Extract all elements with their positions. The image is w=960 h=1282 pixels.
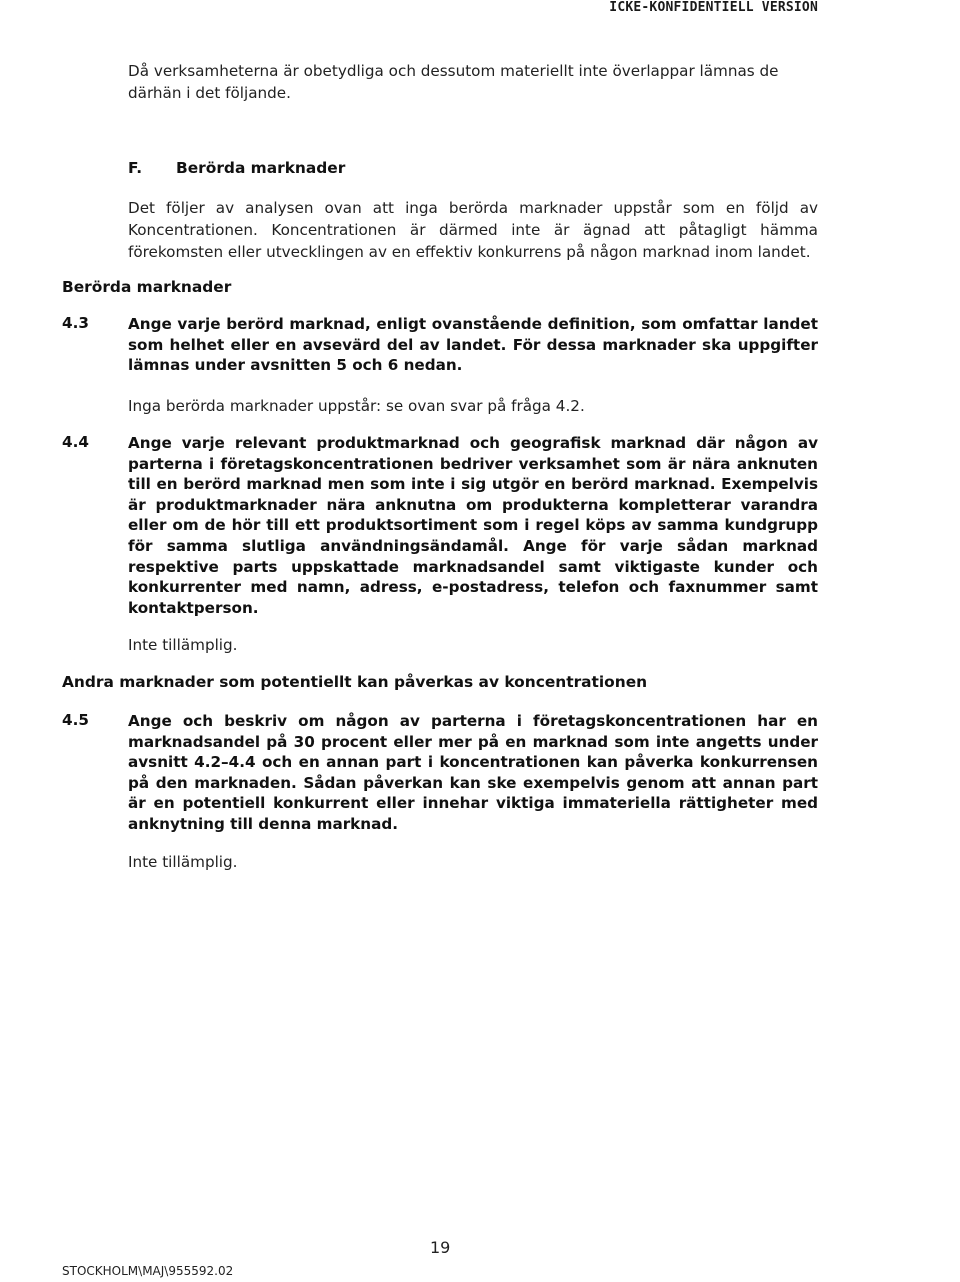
intro-paragraph: Då verksamheterna är obetydliga och dessutom materiellt inte överlappar lämnas de därhän i det följande.: [128, 62, 779, 102]
question-4-4-number: 4.4: [62, 433, 89, 451]
confidentiality-label: ICKE-KONFIDENTIELL VERSION: [609, 0, 818, 15]
heading-berorda-marknader: Berörda marknader: [62, 278, 232, 296]
question-4-5-text: Ange och beskriv om någon av parterna i företagskoncentrationen har en marknadsandel på 30 procent eller mer på en marknad som inte angetts under avsnitt 4.2–4.4 och en annan part i koncentrationen kan påverka konkurrensen på den marknaden. Sådan påverkan kan ske exempelvis genom att annan part är en potentiell konkurrent eller innehar viktiga immateriella rättigheter med anknytning till denna marknad.: [128, 712, 818, 833]
question-4-3-text: Ange varje berörd marknad, enligt ovanstående definition, som omfattar landet som helhet eller en avsevärd del av landet. För dessa marknader ska uppgifter lämnas under avsnitten 5 och 6 nedan.: [128, 315, 818, 375]
heading-andra-marknader: Andra marknader som potentiellt kan påverkas av koncentrationen: [62, 673, 648, 691]
document-reference: STOCKHOLM\MAJ\955592.02: [62, 1264, 234, 1278]
section-f-title: Berörda marknader: [176, 159, 346, 177]
answer-4-4: Inte tillämplig.: [128, 636, 238, 654]
section-f-paragraph: Det följer av analysen ovan att inga berörda marknader uppstår som en följd av Koncentrationen. Koncentrationen är därmed inte är ägnad att påtagligt hämma förekomsten eller utvecklingen av en effektiv konkurrens på någon marknad inom landet.: [128, 199, 818, 261]
question-4-4-text: Ange varje relevant produktmarknad och geografisk marknad där någon av parterna i företagskoncentrationen bedriver verksamhet som är nära anknuten till en berörd marknad men som inte i sig utgör en berörd marknad. Exempelvis är produktmarknader nära anknutna om produkterna kompletterar varandra eller om de hör till ett produktsortiment som i regel köps av samma kundgrupp för samma slutliga användningsändamål. Ange för varje sådan marknad respektive parts uppskattade marknadsandel samt viktigaste kunder och konkurrenter med namn, adress, e-postadress, telefon och faxnummer samt kontaktperson.: [128, 434, 818, 617]
section-f-number: F.: [128, 159, 143, 177]
page-number: 19: [430, 1238, 451, 1257]
answer-4-3: Inga berörda marknader uppstår: se ovan svar på fråga 4.2.: [128, 397, 585, 415]
question-4-5-number: 4.5: [62, 711, 89, 729]
answer-4-5: Inte tillämplig.: [128, 853, 238, 871]
question-4-3-number: 4.3: [62, 314, 89, 332]
